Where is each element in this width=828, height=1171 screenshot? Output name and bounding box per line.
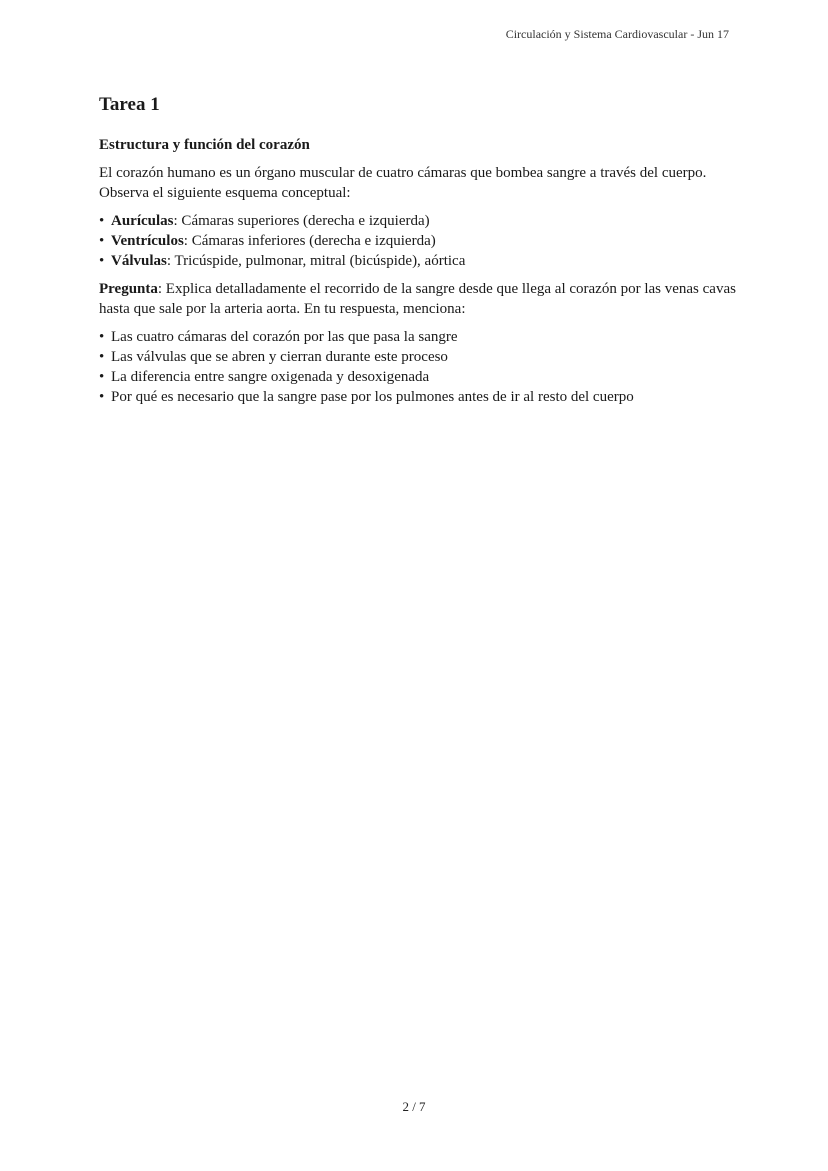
requirement-text: Por qué es necesario que la sangre pase por los pulmones antes de ir al resto del cuerpo	[111, 389, 634, 405]
requirement-text: La diferencia entre sangre oxigenada y desoxigenada	[111, 369, 430, 385]
task-content	[99, 92, 739, 407]
bullet-icon: •	[99, 213, 105, 229]
intro-paragraph: El corazón humano es un órgano muscular de cuatro cámaras que bombea sangre a través del cuerpo. Observa el siguiente esquema conceptual:	[99, 165, 707, 201]
bullet-icon: •	[99, 253, 105, 269]
page-number: 2 / 7	[402, 1099, 426, 1114]
concept-term: Válvulas	[111, 253, 167, 269]
list-item	[99, 387, 739, 407]
requirement-list	[99, 327, 739, 407]
section-title: Estructura y función del corazón	[99, 137, 310, 153]
concept-term: Ventrículos	[111, 233, 184, 249]
requirement-text: Las válvulas que se abren y cierran durante este proceso	[111, 349, 448, 365]
question-label: Pregunta	[99, 281, 158, 297]
list-item	[99, 327, 739, 347]
concept-description: : Cámaras superiores (derecha e izquierda)	[173, 213, 430, 229]
bullet-icon: •	[99, 329, 105, 345]
running-header: Circulación y Sistema Cardiovascular - Jun 17	[505, 27, 729, 41]
question-paragraph	[99, 279, 739, 319]
bullet-icon: •	[99, 349, 105, 365]
list-item	[99, 231, 739, 251]
list-item	[99, 211, 739, 231]
bullet-icon: •	[99, 233, 105, 249]
concept-description: : Tricúspide, pulmonar, mitral (bicúspide), aórtica	[166, 253, 466, 269]
question-text: : Explica detalladamente el recorrido de la sangre desde que llega al corazón por las venas cavas hasta que sale por la arteria aorta. En tu respuesta, menciona:	[99, 281, 736, 317]
bullet-icon: •	[99, 389, 105, 405]
concept-description: : Cámaras inferiores (derecha e izquierda)	[183, 233, 436, 249]
list-item	[99, 347, 739, 367]
task-title: Tarea 1	[99, 94, 160, 115]
concept-list	[99, 211, 739, 271]
concept-term: Aurículas	[111, 213, 174, 229]
list-item	[99, 367, 739, 387]
list-item	[99, 251, 739, 271]
requirement-text: Las cuatro cámaras del corazón por las que pasa la sangre	[111, 329, 458, 345]
bullet-icon: •	[99, 369, 105, 385]
